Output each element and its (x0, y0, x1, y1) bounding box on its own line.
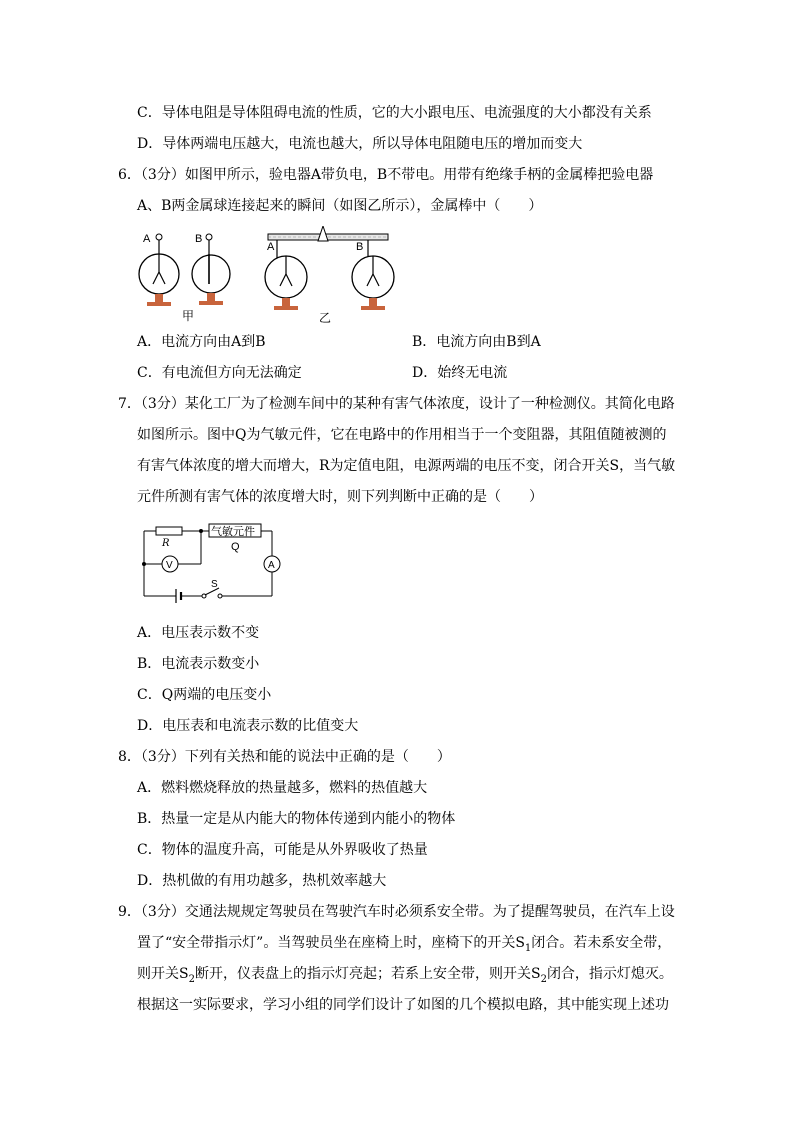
q9-stem-line1: 9．（3分）交通法规规定驾驶员在驾驶汽车时必须系安全带。为了提醒驾驶员，在汽车上设 (118, 904, 675, 920)
q9-line2-sub: 1 (524, 942, 532, 954)
label-b-jia: B (195, 233, 203, 245)
q6-stem-line2: A、B两金属球连接起来的瞬间（如图乙所示），金属棒中（ ） (137, 198, 543, 214)
q7-option-b: B．电流表示数变小 (137, 656, 260, 672)
q8-option-a: A．燃料燃烧释放的热量越多，燃料的热值越大 (137, 780, 428, 796)
caption-yi: 乙 (319, 311, 332, 324)
voltmeter-label: V (166, 560, 173, 571)
q-label: Q (231, 541, 240, 553)
ammeter-label: A (268, 560, 275, 571)
q9-line3-text: 则开关S (137, 966, 189, 982)
gas-sensor-circuit (140, 520, 290, 606)
q6-stem-line1: 6．（3分）如图甲所示，验电器A带负电，B不带电。用带有绝缘手柄的金属棒把验电器 (118, 167, 654, 183)
electroscope-figure (136, 226, 396, 324)
q9-line3-end: 闭合，指示灯熄灭。 (546, 966, 673, 982)
q8-option-c: C．物体的温度升高，可能是从外界吸收了热量 (137, 842, 428, 858)
q9-line2-end: 闭合。若未系安全带， (531, 935, 672, 951)
q7-stem-line3: 有害气体浓度的增大而增大，R为定值电阻，电源两端的电压不变，闭合开关S，当气敏 (137, 458, 676, 474)
q9-stem-line2 (137, 934, 671, 952)
q6-option-a: A．电流方向由A到B (137, 334, 266, 350)
q9-line3-mid: 断开，仪表盘上的指示灯亮起；若系上安全带，则开关S (194, 966, 541, 982)
q7-stem-line1: 7．（3分）某化工厂为了检测车间中的某种有害气体浓度，设计了一种检测仪。其简化电路 (118, 396, 675, 412)
metal-rod (268, 226, 388, 241)
resistor-r (156, 527, 182, 535)
q9-line2-text: 置了“安全带指示灯”。当驾驶员坐在座椅上时，座椅下的开关S (137, 935, 525, 951)
q8-option-b: B．热量一定是从内能大的物体传递到内能小的物体 (137, 811, 456, 827)
q8-option-d: D．热机做的有用功越多，热机效率越大 (137, 873, 387, 889)
q7-option-a: A．电压表示数不变 (137, 625, 260, 641)
q7-stem-line2: 如图所示。图中Q为气敏元件，它在电路中的作用相当于一个变阻器，其阻值随被测的 (137, 427, 667, 443)
q7-option-c: C．Q两端的电压变小 (137, 687, 272, 703)
q9-stem-line3 (137, 965, 673, 983)
label-b-yi: B (356, 241, 364, 253)
caption-jia: 甲 (182, 309, 195, 323)
q5-option-c: C．导体电阻是导体阻碍电流的性质，它的大小跟电压、电流强度的大小都没有关系 (137, 105, 652, 121)
label-a-yi: A (267, 241, 275, 253)
r-label: R (162, 538, 170, 549)
sensor-label: 气敏元件 (211, 525, 255, 538)
switch-label: S (211, 579, 218, 590)
q5-option-d: D．导体两端电压越大，电流也越大，所以导体电阻随电压的增加而变大 (137, 136, 583, 152)
q6-option-b: B．电流方向由B到A (412, 334, 541, 350)
q6-option-d: D．始终无电流 (412, 365, 508, 381)
label-a-jia: A (143, 233, 151, 245)
q9-stem-line4: 根据这一实际要求，学习小组的同学们设计了如图的几个模拟电路，其中能实现上述功 (137, 997, 669, 1013)
q9-line3-sub2: 2 (540, 973, 547, 985)
q8-stem: 8．（3分）下列有关热和能的说法中正确的是（ ） (118, 749, 451, 765)
q7-option-d: D．电压表和电流表示数的比值变大 (137, 718, 359, 734)
q9-line3-sub: 2 (188, 973, 195, 985)
q6-option-c: C．有电流但方向无法确定 (137, 365, 302, 381)
q7-stem-line4: 元件所测有害气体的浓度增大时，则下列判断中正确的是（ ） (137, 489, 543, 505)
